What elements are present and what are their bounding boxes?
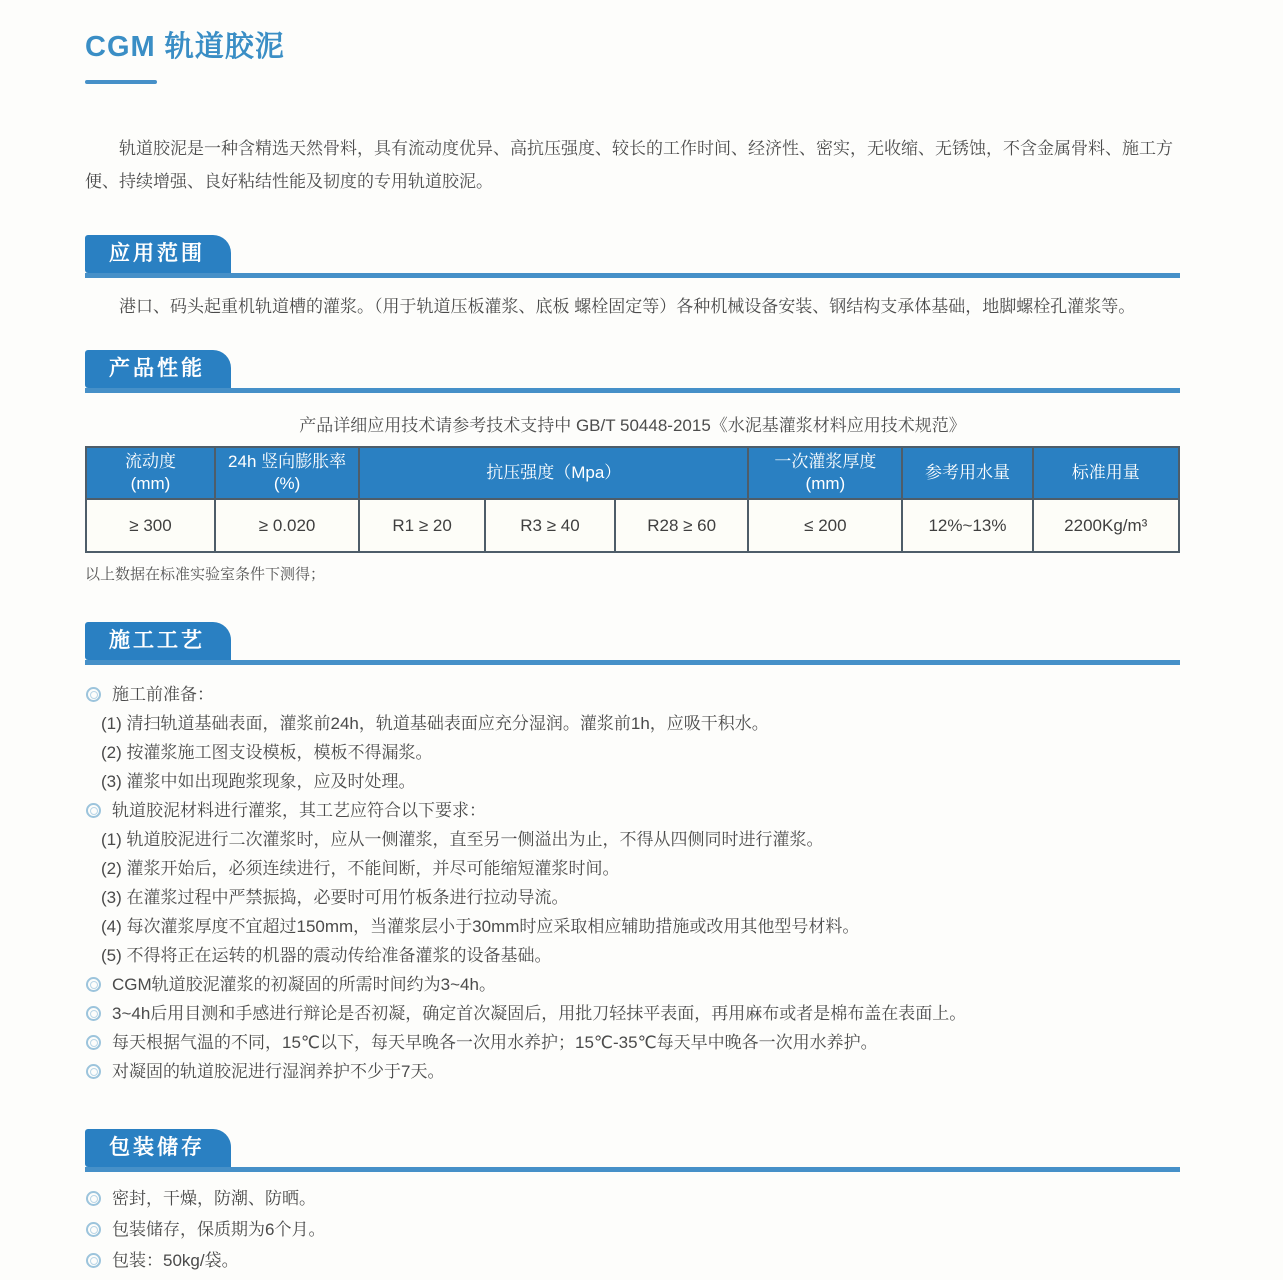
- section-header: [85, 1129, 1180, 1172]
- header-compressive-strength: 抗压强度（Mpa）: [359, 447, 748, 499]
- table-data-row: [86, 499, 1179, 552]
- double-circle-bullet-icon: [86, 1064, 101, 1079]
- section-badge-performance: 产品性能: [85, 350, 231, 388]
- section-performance: [85, 350, 1180, 584]
- double-circle-bullet-icon: [86, 977, 101, 992]
- list-item: (3) 在灌浆过程中严禁振捣，必要时可用竹板条进行拉动导流。: [101, 888, 569, 907]
- list-item: 每天根据气温的不同，15℃以下，每天早晚各一次用水养护；15℃-35℃每天早中晚各一次用水养护。: [85, 1033, 1180, 1053]
- double-circle-bullet-icon: [86, 1191, 101, 1206]
- storage-list: [85, 1189, 1180, 1271]
- list-item: 密封，干燥，防潮、防晒。: [85, 1189, 1180, 1209]
- list-item: (2) 灌浆开始后，必须连续进行，不能间断，并尽可能缩短灌浆时间。: [101, 859, 620, 878]
- section-badge-storage: 包装储存: [85, 1129, 231, 1167]
- list-item: 对凝固的轨道胶泥进行湿润养护不少于7天。: [85, 1062, 1180, 1082]
- value-strength-r3: R3 ≥ 40: [485, 499, 615, 552]
- value-strength-r28: R28 ≥ 60: [615, 499, 748, 552]
- section-badge-construction: 施工工艺: [85, 622, 231, 660]
- reference-standard-note: 产品详细应用技术请参考技术支持中 GB/T 50448-2015《水泥基灌浆材料应用技术规范》: [299, 416, 966, 435]
- page-title: CGM 轨道胶泥: [85, 31, 285, 63]
- list-item: (5) 不得将正在运转的机器的震动传给准备灌浆的设备基础。: [101, 946, 552, 965]
- list-item: CGM轨道胶泥灌浆的初凝固的所需时间约为3~4h。: [85, 975, 1180, 995]
- list-item: 轨道胶泥材料进行灌浆，其工艺应符合以下要求：: [85, 801, 1180, 821]
- double-circle-bullet-icon: [86, 1035, 101, 1050]
- value-standard-usage: 2200Kg/m³: [1033, 499, 1180, 552]
- title-underline: [85, 80, 157, 84]
- product-intro: 轨道胶泥是一种含精选天然骨料，具有流动度优异、高抗压强度、较长的工作时间、经济性、密实，无收缩、无锈蚀，不含金属骨料、施工方便、持续增强、良好粘结性能及韧度的专用轨道胶泥。: [85, 139, 1173, 191]
- list-item: 包装：50kg/袋。: [85, 1251, 1180, 1271]
- double-circle-bullet-icon: [86, 687, 101, 702]
- header-flowability: 流动度 (mm): [86, 447, 215, 499]
- header-grout-thickness: 一次灌浆厚度 (mm): [748, 447, 902, 499]
- application-text: 港口、码头起重机轨道槽的灌浆。（用于轨道压板灌浆、底板 螺栓固定等）各种机械设备安装、钢结构支承体基础，地脚螺栓孔灌浆等。: [119, 297, 1136, 316]
- section-badge-application: 应用范围: [85, 235, 231, 273]
- double-circle-bullet-icon: [86, 803, 101, 818]
- list-item: 3~4h后用目测和手感进行辩论是否初凝，确定首次凝固后，用批刀轻抹平表面，再用麻布或者是棉布盖在表面上。: [85, 1004, 1180, 1024]
- section-header: [85, 622, 1180, 665]
- list-item: (2) 按灌浆施工图支设模板，模板不得漏浆。: [101, 743, 433, 762]
- header-expansion: 24h 竖向膨胀率 (%): [215, 447, 359, 499]
- value-expansion: ≥ 0.020: [215, 499, 359, 552]
- list-item: 包装储存，保质期为6个月。: [85, 1220, 1180, 1240]
- list-item: (3) 灌浆中如出现跑浆现象，应及时处理。: [101, 772, 416, 791]
- table-header-row: [86, 447, 1179, 499]
- section-application: [85, 235, 1180, 320]
- table-footnote: 以上数据在标准实验室条件下测得；: [85, 566, 326, 583]
- list-item: (4) 每次灌浆厚度不宜超过150mm，当灌浆层小于30mm时应采取相应辅助措施或改用其他型号材料。: [101, 917, 860, 936]
- construction-list: [85, 685, 1180, 1082]
- section-construction: [85, 622, 1180, 1082]
- performance-table: [85, 446, 1180, 553]
- section-storage: [85, 1129, 1180, 1271]
- value-flowability: ≥ 300: [86, 499, 215, 552]
- section-header: [85, 235, 1180, 278]
- value-grout-thickness: ≤ 200: [748, 499, 902, 552]
- section-header: [85, 350, 1180, 393]
- double-circle-bullet-icon: [86, 1006, 101, 1021]
- list-item: 施工前准备：: [85, 685, 1180, 705]
- list-item: (1) 轨道胶泥进行二次灌浆时，应从一侧灌浆，直至另一侧溢出为止，不得从四侧同时进行灌浆。: [101, 830, 824, 849]
- double-circle-bullet-icon: [86, 1222, 101, 1237]
- double-circle-bullet-icon: [86, 1253, 101, 1268]
- header-standard-usage: 标准用量: [1033, 447, 1180, 499]
- header-water-ratio: 参考用水量: [902, 447, 1032, 499]
- value-water-ratio: 12%~13%: [902, 499, 1032, 552]
- list-item: (1) 清扫轨道基础表面，灌浆前24h，轨道基础表面应充分湿润。灌浆前1h，应吸干积水。: [101, 714, 769, 733]
- value-strength-r1: R1 ≥ 20: [359, 499, 485, 552]
